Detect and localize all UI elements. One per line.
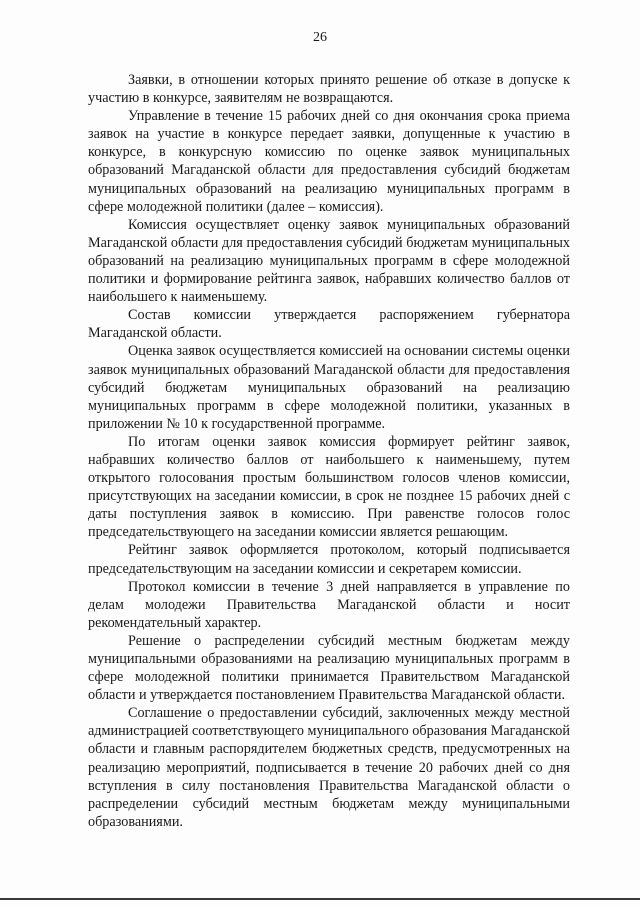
paragraph: Комиссия осуществляет оценку заявок муниципальных образований Магаданской области для предоставления субсидий бюджетам муниципальных образований на реализацию муниципальных программ в сфере молодежной политики и формирование рейтинга заявок, набравших количество баллов от наибольшего к наименьшему. xyxy=(88,216,570,306)
paragraph: Решение о распределении субсидий местным бюджетам между муниципальными образованиями на реализацию муниципальных программ в сфере молодежной политики принимается Правительством Магаданской области и утверждается постановлением Правительства Магаданской области. xyxy=(88,632,570,704)
paragraph: По итогам оценки заявок комиссия формирует рейтинг заявок, набравших количество баллов от наибольшего к наименьшему, путем открытого голосования простым большинством голосов членов комиссии, присутствующих на заседании комиссии, в срок не позднее 15 рабочих дней с даты поступления заявок в комиссию. При равенстве голосов голос председательствующего на заседании комиссии является решающим. xyxy=(88,433,570,541)
page-number: 26 xyxy=(313,30,327,45)
paragraph: Протокол комиссии в течение 3 дней направляется в управление по делам молодежи Правительства Магаданской области и носит рекомендательный характер. xyxy=(88,578,570,631)
paragraph: Рейтинг заявок оформляется протоколом, который подписывается председательствующим на заседании комиссии и секретарем комиссии. xyxy=(88,542,570,577)
paragraph: Заявки, в отношении которых принято решение об отказе в допуске к участию в конкурсе, заявителям не возвращаются. xyxy=(88,72,570,107)
paragraph: Оценка заявок осуществляется комиссией на основании системы оценки заявок муниципальных образований Магаданской области для предоставления субсидий бюджетам муниципальных образований на реализацию муниципальных программ в сфере молодежной политики, указанных в приложении № 10 к государственной программе. xyxy=(88,343,570,432)
document-body xyxy=(88,71,570,831)
page-bottom-edge xyxy=(0,898,640,900)
paragraph: Управление в течение 15 рабочих дней со дня окончания срока приема заявок на участие в конкурсе передает заявки, допущенные к участию в конкурсе, в конкурсную комиссию по оценке заявок муниципальных образований Магаданской области для предоставления субсидий бюджетам муниципальных образований на реализацию муниципальных программ в сфере молодежной политики (далее – комиссия). xyxy=(88,108,570,215)
paragraph: Соглашение о предоставлении субсидий, заключенных между местной администрацией соответствующего муниципального образования Магаданской области и главным распорядителем бюджетных средств, предусмотренных на реализацию мероприятий, подписывается в течение 20 рабочих дней со дня вступления в силу постановления Правительства Магаданской области о распределении субсидий местным бюджетам между муниципальными образованиями. xyxy=(88,705,570,830)
paragraph: Состав комиссии утверждается распоряжением губернатора Магаданской области. xyxy=(88,307,570,342)
